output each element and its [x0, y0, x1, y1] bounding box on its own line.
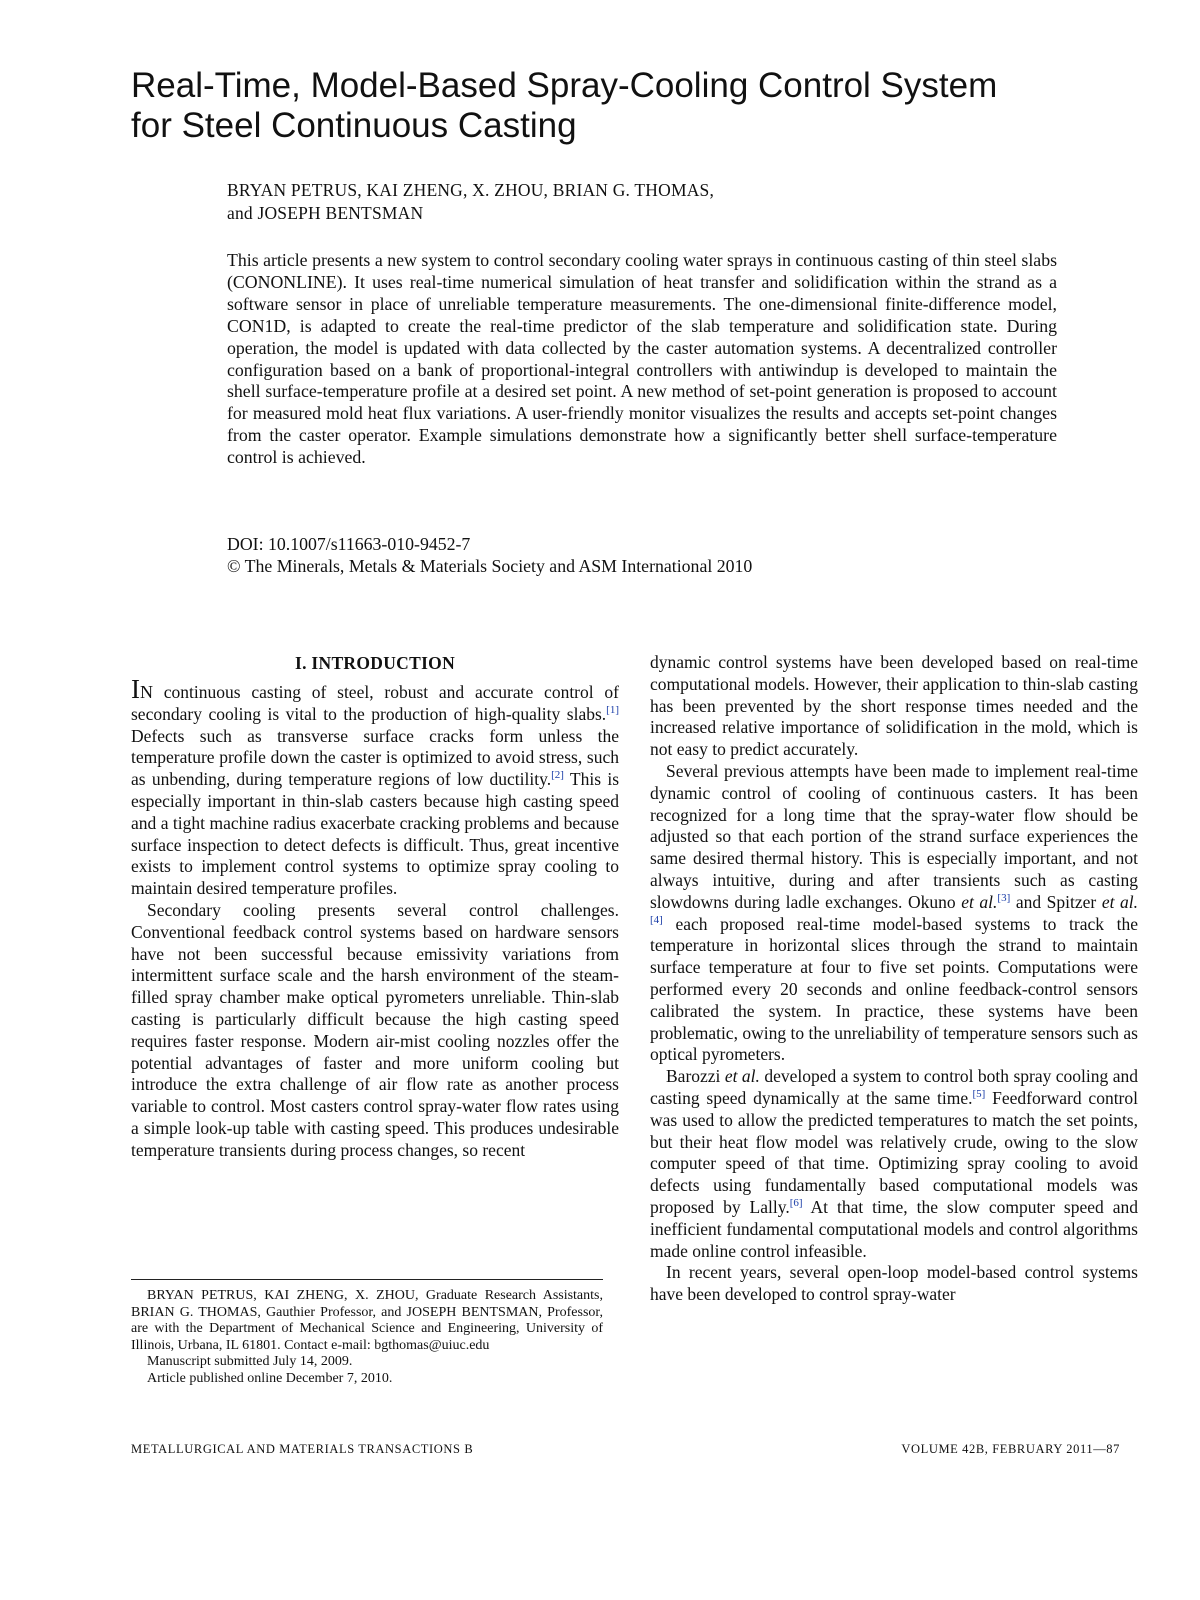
footnote-divider	[131, 1279, 603, 1280]
text-run: Feedforward control was used to allow the predicted temperatures to match the set points, but their heat flow model was relatively crude, owing to the slow computer speed of that time. Optimizing spray cooling to avoid defects using fundamentally based computational models was proposed by Lally.	[650, 1087, 1138, 1217]
text-run: Several previous attempts have been made to implement real-time dynamic control of cooling of continuous casters. It has been recognized for a long time that the spray-water flow should be adjusted so that each portion of the strand surface experiences the same desired thermal history. This is especially important, and not always intuitive, during and after transients such as casting slowdowns during ladle exchanges. Okuno	[650, 760, 1138, 912]
intro-paragraph-6: In recent years, several open-loop model-based control systems have been developed to control spray-water	[650, 1262, 1138, 1305]
intro-paragraph-2: Secondary cooling presents several control challenges. Conventional feedback control systems based on hardware sensors have not been successful because emissivity variations from intermittent surface scale and the harsh environment of the steam-filled spray chamber make optical pyrometers unreliable. Thin-slab casting is particularly difficult because the high casting speed requires faster response. Modern air-mist cooling nozzles offer the potential advantages of faster and more uniform cooling but introduce the extra challenge of air flow rate as another process variable to control. Most casters control spray-water flow rates using a simple look-up table with casting speed. This produces undesirable temperature transients during process changes, so recent	[131, 899, 619, 1160]
author-list	[227, 179, 1067, 225]
journal-name-footer: METALLURGICAL AND MATERIALS TRANSACTIONS B	[131, 1442, 474, 1456]
citation-link[interactable]: [2]	[551, 769, 564, 782]
text-run: This is especially important in thin-slab casters because high casting speed and a tight machine radius exacerbate cracking problems and because surface inspection to detect defects is difficult. Thus, great incentive exists to implement control systems to optimize spray cooling to maintain desired temperature profiles.	[131, 769, 620, 899]
copyright-notice: © The Minerals, Metals & Materials Society and ASM International 2010	[227, 556, 753, 576]
citation-link[interactable]: [4]	[650, 913, 663, 926]
drop-cap-second-letter: N	[140, 682, 153, 702]
text-run: Defects such as transverse surface cracks form unless the temperature profile down the caster is optimized to avoid stress, such as unbending, during temperature regions of low ductility.	[131, 725, 619, 790]
authors-line-2: and JOSEPH BENTSMAN	[227, 203, 424, 223]
intro-paragraph-5	[650, 1066, 1138, 1262]
doi[interactable]: DOI: 10.1007/s11663-010-9452-7	[227, 534, 471, 554]
intro-paragraph-4	[650, 761, 1138, 1066]
volume-page-footer: VOLUME 42B, FEBRUARY 2011—87	[901, 1442, 1120, 1456]
left-column	[131, 652, 619, 1162]
text-run: Barozzi	[666, 1066, 725, 1087]
citation-link[interactable]: [5]	[972, 1088, 986, 1101]
citation-link[interactable]: [1]	[606, 703, 619, 716]
title-line-1: Real-Time, Model-Based Spray-Cooling Control System	[131, 66, 998, 105]
intro-paragraph-3: dynamic control systems have been developed based on real-time computational models. However, their application to thin-slab casting has been prevented by the short response times needed and the increased relative importance of solidification in the mold, which is not easy to predict accurately.	[650, 652, 1138, 760]
drop-cap: I	[131, 674, 140, 704]
author-footnote	[131, 1288, 603, 1388]
text-run: each proposed real-time model-based systems to track the temperature in horizontal slices through the strand to maintain surface temperature at four to five set points. Computations were performed every 20 seconds and online feedback-control sensors calibrated the system. In practice, these systems have been problematic, owing to the unreliability of temperature sensors such as optical pyrometers.	[650, 913, 1138, 1065]
footnote-submitted: Manuscript submitted July 14, 2009.	[147, 1354, 353, 1370]
citation-link[interactable]: [6]	[789, 1197, 803, 1210]
footnote-affiliation: BRYAN PETRUS, KAI ZHENG, X. ZHOU, Graduate Research Assistants, BRIAN G. THOMAS, Gauthier Professor, and JOSEPH BENTSMAN, Professor, are with the Department of Mechanical Science and Engineering, University of Illinois, Urbana, IL 61801. Contact e-mail: bgthomas@uiuc.edu	[131, 1288, 603, 1353]
et-al: et al.	[1101, 891, 1139, 912]
article-title	[131, 66, 1091, 146]
text-run: and Spitzer	[1010, 891, 1102, 912]
text-run: continuous casting of steel, robust and accurate control of secondary cooling is vital to the production of high-quality slabs.	[131, 682, 619, 724]
text-run: At that time, the slow computer speed and inefficient fundamental computational models and control algorithms made online control infeasible.	[650, 1196, 1138, 1261]
section-heading: I. INTRODUCTION	[294, 653, 456, 673]
authors-line-1: BRYAN PETRUS, KAI ZHENG, X. ZHOU, BRIAN G. THOMAS,	[227, 180, 715, 200]
et-al: et al.	[961, 891, 998, 912]
right-column	[650, 652, 1138, 1306]
et-al: et al.	[724, 1066, 760, 1087]
citation-link[interactable]: [3]	[997, 891, 1011, 904]
title-line-2: for Steel Continuous Casting	[131, 106, 577, 145]
text-run: developed a system to control both spray cooling and casting speed dynamically at the same time.	[650, 1066, 1138, 1108]
intro-paragraph-1	[131, 674, 620, 900]
footnote-published: Article published online December 7, 2010.	[147, 1370, 393, 1386]
abstract: This article presents a new system to control secondary cooling water sprays in continuous casting of thin steel slabs (CONONLINE). It uses real-time numerical simulation of heat transfer and solidification within the strand as a software sensor in place of unreliable temperature measurements. The one-dimensional finite-difference model, CON1D, is adapted to create the real-time predictor of the slab temperature and solidification state. During operation, the model is updated with data collected by the caster automation systems. A decentralized controller configuration based on a bank of proportional-integral controllers with antiwindup is developed to maintain the shell surface-temperature profile at a desired set point. A new method of set-point generation is proposed to account for measured mold heat flux variations. A user-friendly monitor visualizes the results and accepts set-point changes from the caster operator. Example simulations demonstrate how a significantly better shell surface-temperature control is achieved.	[227, 250, 1057, 468]
